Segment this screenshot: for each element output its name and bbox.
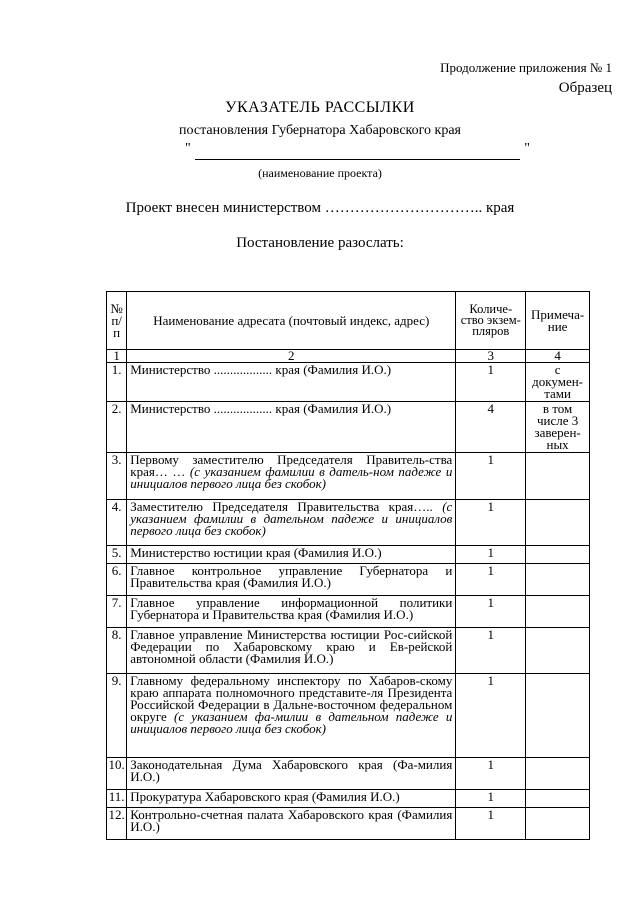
- table-row: [107, 790, 590, 808]
- row-number: 9.: [107, 674, 127, 758]
- row-number: 7.: [107, 596, 127, 628]
- copies-count: 4: [456, 402, 526, 453]
- row-note: в том числе 3 заверен-ных: [526, 402, 590, 453]
- row-note: с докумен-тами: [526, 363, 590, 402]
- project-name-line: [185, 141, 530, 161]
- copies-count: 1: [456, 564, 526, 596]
- row-note: [526, 596, 590, 628]
- addressee-text: Заместителю Председателя Правительства края…..: [130, 499, 443, 514]
- row-number: 2.: [107, 402, 127, 453]
- copies-count: 1: [456, 758, 526, 790]
- addressee-instruction: (с указанием фамилии в дательном падеже и инициалов первого лица без скобок): [130, 499, 453, 538]
- addressee-text: Законодательная Дума Хабаровского края (Фа-милия И.О.): [130, 757, 453, 784]
- addressee-instruction: (с указанием фа-милии в дательном падеже и инициалов первого лица без скобок): [130, 709, 453, 736]
- copies-count: 1: [456, 363, 526, 402]
- header-num: № п/п: [107, 292, 127, 350]
- table-row: [107, 546, 590, 564]
- addressee-text: Министерство юстиции края (Фамилия И.О.): [130, 545, 382, 560]
- quote-open: ": [185, 141, 191, 156]
- table-row: [107, 628, 590, 674]
- table-row: [107, 500, 590, 546]
- addressee-name: [127, 564, 456, 596]
- header-qty: Количе-ство экзем-пляров: [456, 292, 526, 350]
- row-number: 11.: [107, 790, 127, 808]
- table-row: [107, 596, 590, 628]
- row-note: [526, 674, 590, 758]
- sample-label: Образец: [558, 80, 612, 96]
- table-row: [107, 402, 590, 453]
- header-name: Наименование адресата (почтовый индекс, адрес): [127, 292, 456, 350]
- send-line: Постановление разослать:: [236, 235, 404, 251]
- header-note: Примеча-ние: [526, 292, 590, 350]
- row-note: [526, 453, 590, 500]
- index-row: [107, 350, 590, 363]
- row-number: 1.: [107, 363, 127, 402]
- row-note: [526, 628, 590, 674]
- quote-close: ": [524, 141, 530, 156]
- addressee-name: [127, 402, 456, 453]
- distribution-table: [106, 291, 590, 840]
- row-number: 10.: [107, 758, 127, 790]
- table-row: [107, 363, 590, 402]
- table-row: [107, 564, 590, 596]
- table-row: [107, 674, 590, 758]
- table-header-row: [107, 292, 590, 350]
- index-cell: 4: [526, 350, 590, 363]
- row-note: [526, 808, 590, 840]
- page-subtitle: постановления Губернатора Хабаровского края: [179, 123, 461, 138]
- addressee-text: Прокуратура Хабаровского края (Фамилия И.О.): [130, 789, 400, 804]
- row-note: [526, 758, 590, 790]
- addressee-name: [127, 790, 456, 808]
- addressee-name: [127, 546, 456, 564]
- copies-count: 1: [456, 808, 526, 840]
- row-number: 12.: [107, 808, 127, 840]
- table-row: [107, 453, 590, 500]
- addressee-name: [127, 596, 456, 628]
- addressee-text: Главное управление информационной политики Губернатора и Правительства края (Фамилия И.О.): [130, 595, 453, 622]
- addressee-name: [127, 363, 456, 402]
- addressee-text: Главному федеральному инспектору по Хабаров-скому краю аппарата полномочного представите-ля Президента Российской Федерации в Дальне-восточном федеральном округе: [130, 673, 453, 724]
- table-row: [107, 758, 590, 790]
- ministry-line: Проект внесен министерством ………………………….. края: [125, 200, 515, 216]
- addressee-name: [127, 453, 456, 500]
- row-number: 6.: [107, 564, 127, 596]
- addressee-name: [127, 674, 456, 758]
- row-number: 5.: [107, 546, 127, 564]
- addressee-text: Первому заместителю Председателя Правитель-ства края… …: [130, 452, 453, 479]
- copies-count: 1: [456, 500, 526, 546]
- addressee-text: Контрольно-счетная палата Хабаровского края (Фамилия И.О.): [130, 807, 453, 834]
- addressee-instruction: (с указанием фамилии в датель-ном падеже и инициалов первого лица без скобок): [130, 464, 453, 491]
- continuation-label: Продолжение приложения № 1: [440, 60, 612, 75]
- addressee-text: Главное контрольное управление Губернатора и Правительства края (Фамилия И.О.): [130, 563, 453, 590]
- addressee-text: Министерство .................. края (Фамилия И.О.): [130, 401, 392, 416]
- project-name-caption: (наименование проекта): [258, 166, 382, 180]
- row-note: [526, 564, 590, 596]
- row-note: [526, 546, 590, 564]
- index-cell: 1: [107, 350, 127, 363]
- row-number: 3.: [107, 453, 127, 500]
- addressee-name: [127, 808, 456, 840]
- row-note: [526, 500, 590, 546]
- copies-count: 1: [456, 596, 526, 628]
- addressee-name: [127, 628, 456, 674]
- index-cell: 2: [127, 350, 456, 363]
- addressee-name: [127, 758, 456, 790]
- addressee-text: Министерство .................. края (Фамилия И.О.): [130, 362, 392, 377]
- copies-count: 1: [456, 674, 526, 758]
- page-title: УКАЗАТЕЛЬ РАССЫЛКИ: [225, 99, 415, 116]
- row-number: 8.: [107, 628, 127, 674]
- project-name-underline: [195, 159, 520, 160]
- copies-count: 1: [456, 790, 526, 808]
- copies-count: 1: [456, 453, 526, 500]
- copies-count: 1: [456, 628, 526, 674]
- row-number: 4.: [107, 500, 127, 546]
- index-cell: 3: [456, 350, 526, 363]
- addressee-text: Главное управление Министерства юстиции Рос-сийской Федерации по Хабаровскому краю и Ев-рейской автономной области (Фамилия И.О.): [130, 627, 453, 666]
- row-note: [526, 790, 590, 808]
- copies-count: 1: [456, 546, 526, 564]
- table-row: [107, 808, 590, 840]
- addressee-name: [127, 500, 456, 546]
